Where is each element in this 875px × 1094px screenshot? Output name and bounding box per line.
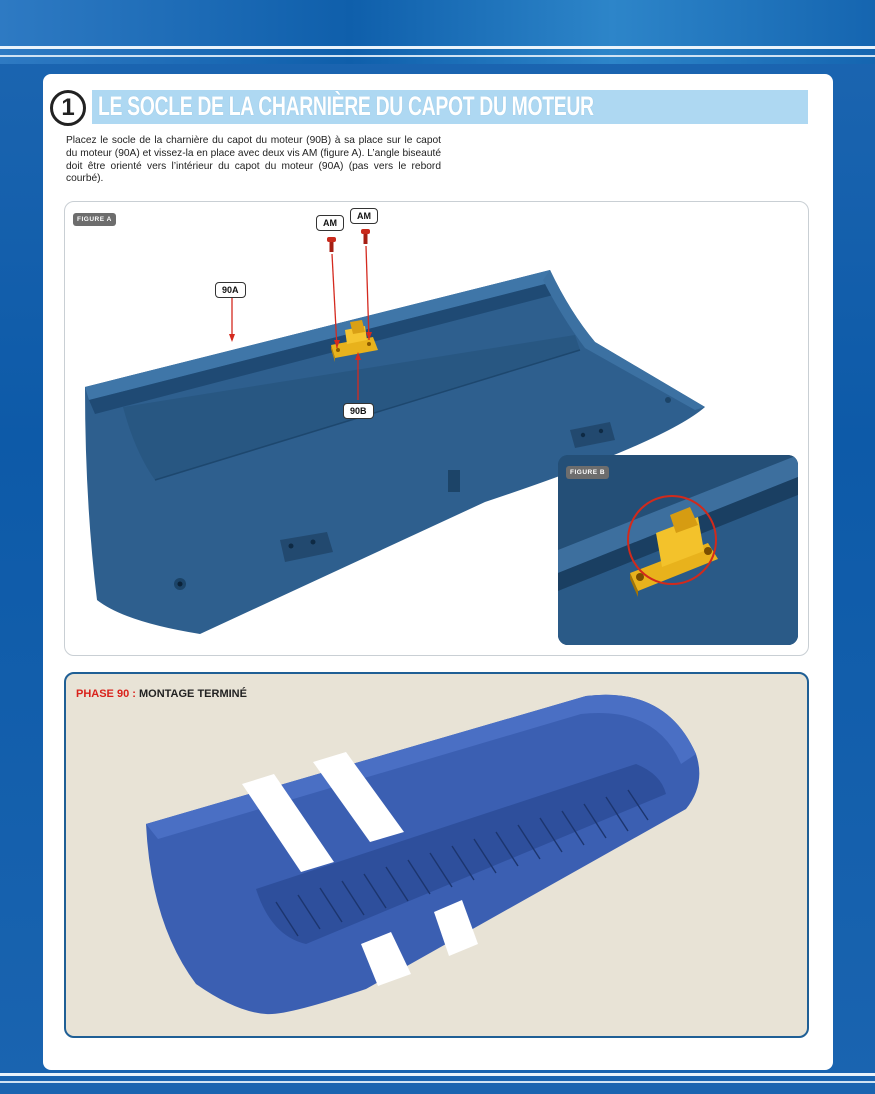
screw-am-right xyxy=(361,229,370,244)
figure-a-tag: FIGURE A xyxy=(73,213,116,226)
callout-90a: 90A xyxy=(215,282,246,298)
step-title: LE SOCLE DE LA CHARNIÈRE DU CAPOT DU MOTEUR xyxy=(98,91,594,121)
callout-90b: 90B xyxy=(343,403,374,419)
instruction-text: Placez le socle de la charnière du capot du moteur (90B) à sa place sur le capot du moteur (90A) et vissez-la en place avec deux vis AM (figure A). L’angle biseauté doit être orienté vers l’intérieur du capot du moteur (90A) (pas vers le rebord courbé). xyxy=(66,135,441,185)
bottom-rule-thin xyxy=(0,1081,875,1083)
top-rule xyxy=(0,46,875,49)
hinge-closeup-illustration xyxy=(558,455,798,645)
step-number: 1 xyxy=(50,90,86,126)
callout-am-left: AM xyxy=(316,215,344,231)
screw-am-left xyxy=(327,237,336,252)
phase-label: PHASE 90 : xyxy=(76,688,136,700)
phase-completed-panel xyxy=(64,672,809,1038)
figure-b-inset xyxy=(558,455,798,645)
top-rule-thin xyxy=(0,55,875,57)
phase-title: MONTAGE TERMINÉ xyxy=(138,688,247,700)
callout-am-right: AM xyxy=(350,208,378,224)
figure-b-tag: FIGURE B xyxy=(566,466,609,479)
finished-hood-illustration xyxy=(66,674,807,1036)
bottom-rule xyxy=(0,1073,875,1076)
